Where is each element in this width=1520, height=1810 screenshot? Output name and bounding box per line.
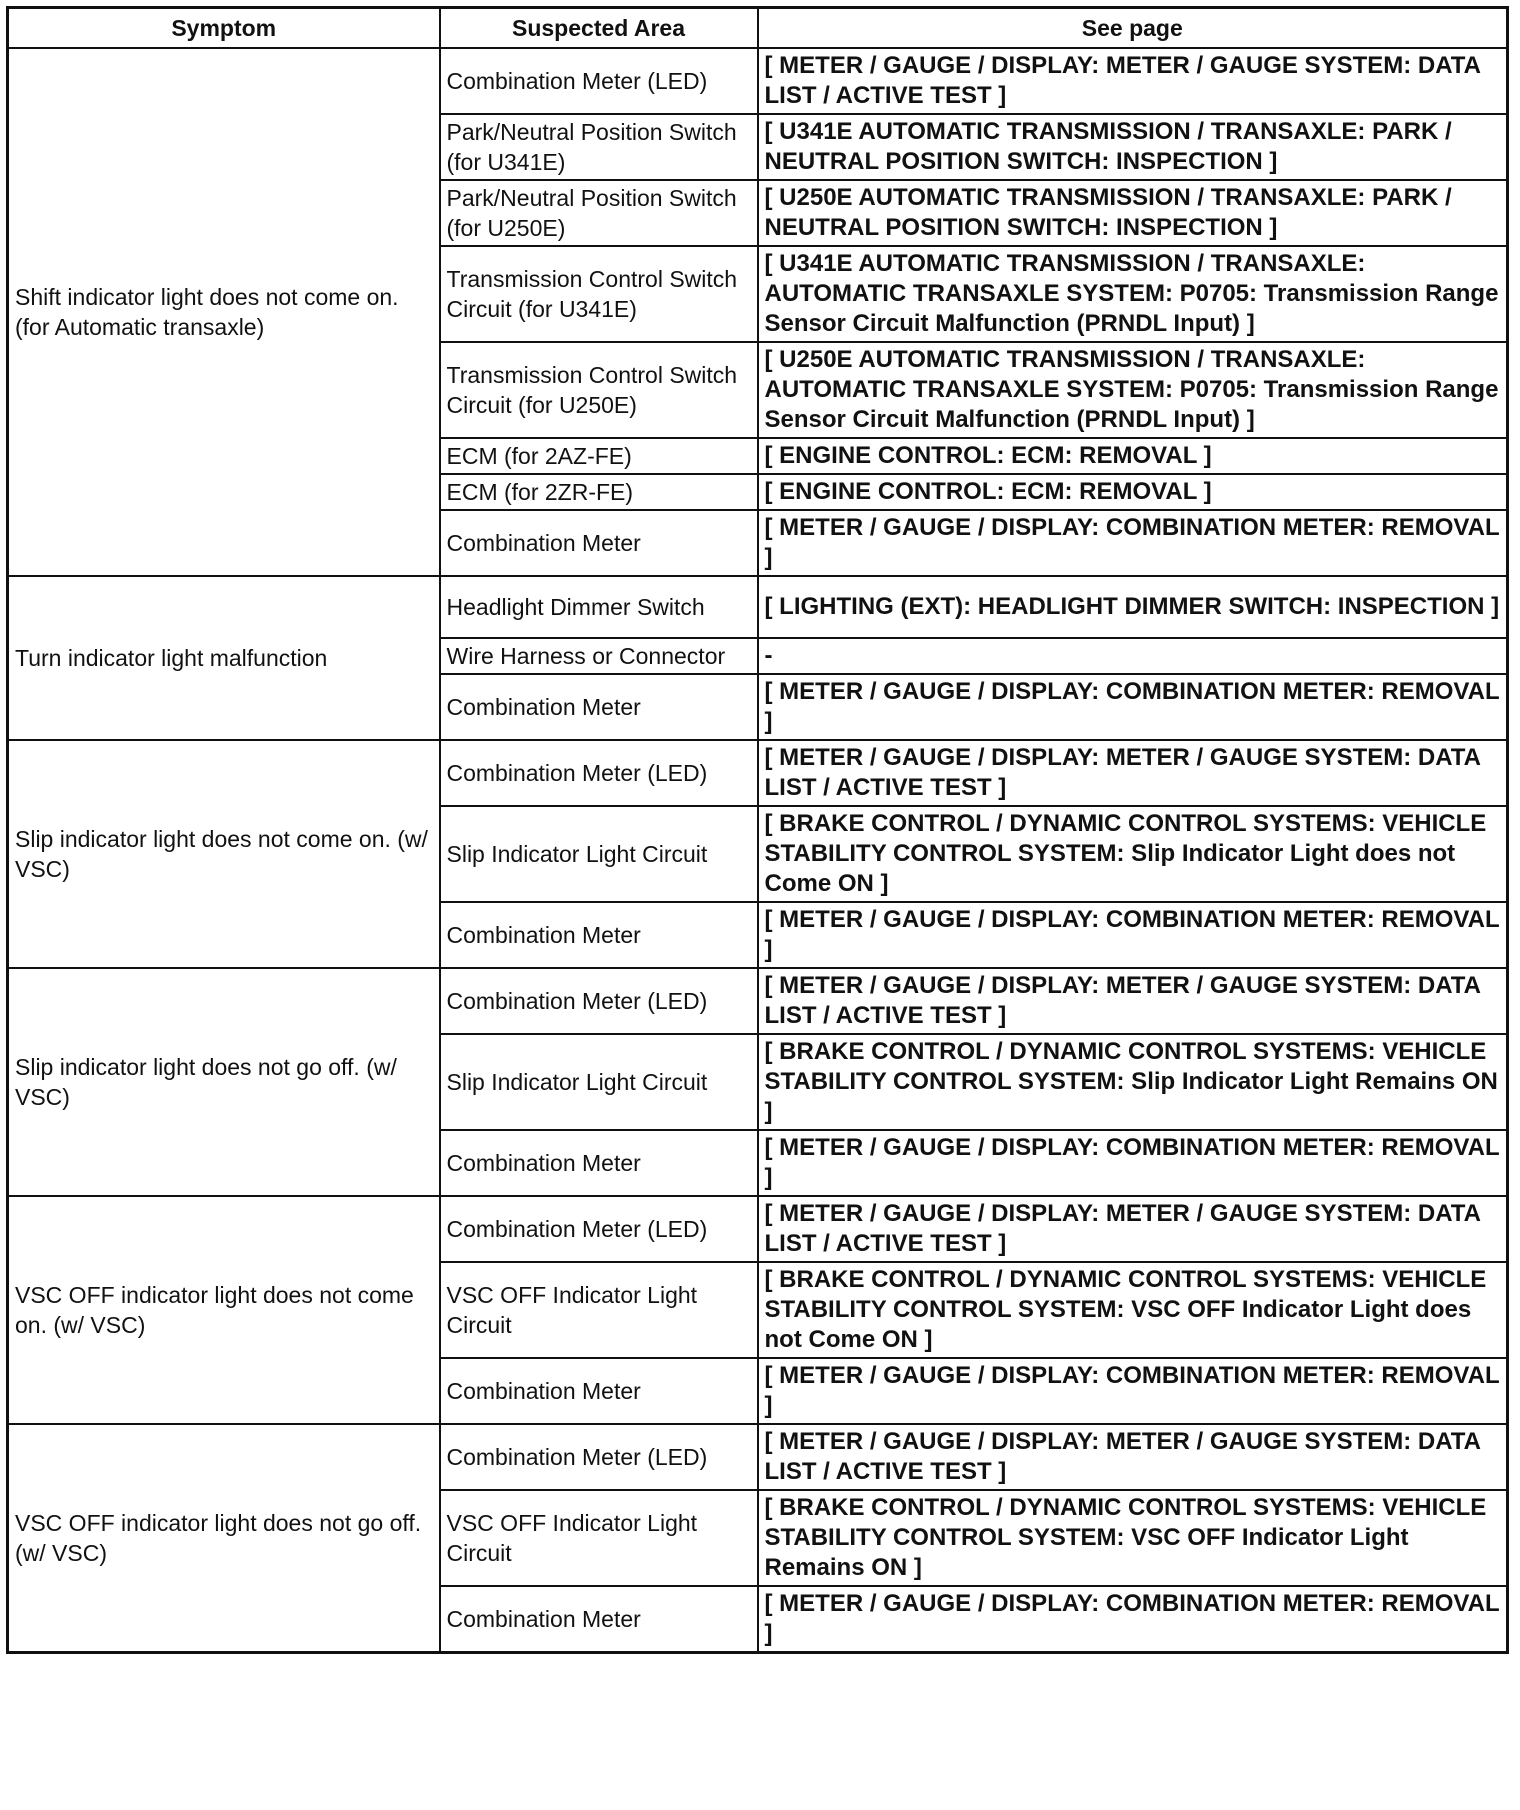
table-row <box>8 576 1508 638</box>
see-page-reference-cell: [ METER / GAUGE / DISPLAY: METER / GAUGE SYSTEM: DATA LIST / ACTIVE TEST ] <box>758 740 1508 806</box>
symptom-cell: Slip indicator light does not go off. (w/ VSC) <box>8 968 440 1196</box>
see-page-reference-cell: [ U341E AUTOMATIC TRANSMISSION / TRANSAXLE: PARK / NEUTRAL POSITION SWITCH: INSPECTION ] <box>758 114 1508 180</box>
suspected-area-cell: ECM (for 2AZ-FE) <box>440 438 758 474</box>
suspected-area-cell: Wire Harness or Connector <box>440 638 758 674</box>
suspected-area-cell: Combination Meter (LED) <box>440 740 758 806</box>
table-row <box>8 968 1508 1034</box>
suspected-area-cell: Park/Neutral Position Switch (for U341E) <box>440 114 758 180</box>
symptom-cell: Slip indicator light does not come on. (w/ VSC) <box>8 740 440 968</box>
see-page-reference-cell: [ ENGINE CONTROL: ECM: REMOVAL ] <box>758 474 1508 510</box>
header-suspected-area: Suspected Area <box>440 8 758 49</box>
suspected-area-cell: ECM (for 2ZR-FE) <box>440 474 758 510</box>
suspected-area-cell: Transmission Control Switch Circuit (for U250E) <box>440 342 758 438</box>
suspected-area-cell: Combination Meter <box>440 1586 758 1653</box>
see-page-reference-cell: [ METER / GAUGE / DISPLAY: METER / GAUGE SYSTEM: DATA LIST / ACTIVE TEST ] <box>758 968 1508 1034</box>
suspected-area-cell: Combination Meter (LED) <box>440 968 758 1034</box>
header-row <box>8 8 1508 49</box>
see-page-reference-cell: [ METER / GAUGE / DISPLAY: METER / GAUGE SYSTEM: DATA LIST / ACTIVE TEST ] <box>758 48 1508 114</box>
see-page-reference-cell: [ METER / GAUGE / DISPLAY: COMBINATION METER: REMOVAL ] <box>758 1358 1508 1424</box>
suspected-area-cell: VSC OFF Indicator Light Circuit <box>440 1262 758 1358</box>
problem-symptoms-table <box>6 6 1509 1654</box>
suspected-area-cell: Park/Neutral Position Switch (for U250E) <box>440 180 758 246</box>
see-page-reference-cell: [ BRAKE CONTROL / DYNAMIC CONTROL SYSTEMS: VEHICLE STABILITY CONTROL SYSTEM: Slip Indicator Light Remains ON ] <box>758 1034 1508 1130</box>
suspected-area-cell: Slip Indicator Light Circuit <box>440 1034 758 1130</box>
symptom-cell: VSC OFF indicator light does not go off. (w/ VSC) <box>8 1424 440 1653</box>
suspected-area-cell: Combination Meter (LED) <box>440 48 758 114</box>
see-page-reference-cell: [ U250E AUTOMATIC TRANSMISSION / TRANSAXLE: AUTOMATIC TRANSAXLE SYSTEM: P0705: Transmission Range Sensor Circuit Malfunction (PRNDL Input) ] <box>758 342 1508 438</box>
table-body <box>8 48 1508 1653</box>
see-page-reference-cell: [ U341E AUTOMATIC TRANSMISSION / TRANSAXLE: AUTOMATIC TRANSAXLE SYSTEM: P0705: Transmission Range Sensor Circuit Malfunction (PRNDL Input) ] <box>758 246 1508 342</box>
see-page-reference-cell: [ METER / GAUGE / DISPLAY: METER / GAUGE SYSTEM: DATA LIST / ACTIVE TEST ] <box>758 1424 1508 1490</box>
see-page-reference-cell: [ BRAKE CONTROL / DYNAMIC CONTROL SYSTEMS: VEHICLE STABILITY CONTROL SYSTEM: Slip Indicator Light does not Come ON ] <box>758 806 1508 902</box>
suspected-area-cell: Headlight Dimmer Switch <box>440 576 758 638</box>
suspected-area-cell: Transmission Control Switch Circuit (for U341E) <box>440 246 758 342</box>
see-page-reference-cell: [ U250E AUTOMATIC TRANSMISSION / TRANSAXLE: PARK / NEUTRAL POSITION SWITCH: INSPECTION ] <box>758 180 1508 246</box>
suspected-area-cell: Combination Meter (LED) <box>440 1424 758 1490</box>
table-row <box>8 48 1508 114</box>
see-page-reference-cell: [ METER / GAUGE / DISPLAY: COMBINATION METER: REMOVAL ] <box>758 674 1508 740</box>
see-page-reference-cell: [ BRAKE CONTROL / DYNAMIC CONTROL SYSTEMS: VEHICLE STABILITY CONTROL SYSTEM: VSC OFF Indicator Light Remains ON ] <box>758 1490 1508 1586</box>
table-row <box>8 1196 1508 1262</box>
suspected-area-cell: Combination Meter <box>440 674 758 740</box>
see-page-reference-cell: [ METER / GAUGE / DISPLAY: METER / GAUGE SYSTEM: DATA LIST / ACTIVE TEST ] <box>758 1196 1508 1262</box>
table-row <box>8 1424 1508 1490</box>
see-page-reference-cell: [ BRAKE CONTROL / DYNAMIC CONTROL SYSTEMS: VEHICLE STABILITY CONTROL SYSTEM: VSC OFF Indicator Light does not Come ON ] <box>758 1262 1508 1358</box>
see-page-reference-cell: [ METER / GAUGE / DISPLAY: COMBINATION METER: REMOVAL ] <box>758 902 1508 968</box>
see-page-reference-cell: [ ENGINE CONTROL: ECM: REMOVAL ] <box>758 438 1508 474</box>
suspected-area-cell: Combination Meter <box>440 1130 758 1196</box>
suspected-area-cell: Slip Indicator Light Circuit <box>440 806 758 902</box>
suspected-area-cell: Combination Meter <box>440 1358 758 1424</box>
suspected-area-cell: Combination Meter <box>440 510 758 576</box>
table-row <box>8 740 1508 806</box>
header-symptom: Symptom <box>8 8 440 49</box>
suspected-area-cell: VSC OFF Indicator Light Circuit <box>440 1490 758 1586</box>
see-page-reference-cell: [ LIGHTING (EXT): HEADLIGHT DIMMER SWITCH: INSPECTION ] <box>758 576 1508 638</box>
suspected-area-cell: Combination Meter (LED) <box>440 1196 758 1262</box>
symptom-cell: Shift indicator light does not come on. (for Automatic transaxle) <box>8 48 440 576</box>
see-page-reference-cell: [ METER / GAUGE / DISPLAY: COMBINATION METER: REMOVAL ] <box>758 1586 1508 1653</box>
suspected-area-cell: Combination Meter <box>440 902 758 968</box>
see-page-reference-cell: [ METER / GAUGE / DISPLAY: COMBINATION METER: REMOVAL ] <box>758 510 1508 576</box>
symptom-cell: VSC OFF indicator light does not come on. (w/ VSC) <box>8 1196 440 1424</box>
symptom-cell: Turn indicator light malfunction <box>8 576 440 740</box>
see-page-reference-cell: - <box>758 638 1508 674</box>
see-page-reference-cell: [ METER / GAUGE / DISPLAY: COMBINATION METER: REMOVAL ] <box>758 1130 1508 1196</box>
header-see-page: See page <box>758 8 1508 49</box>
